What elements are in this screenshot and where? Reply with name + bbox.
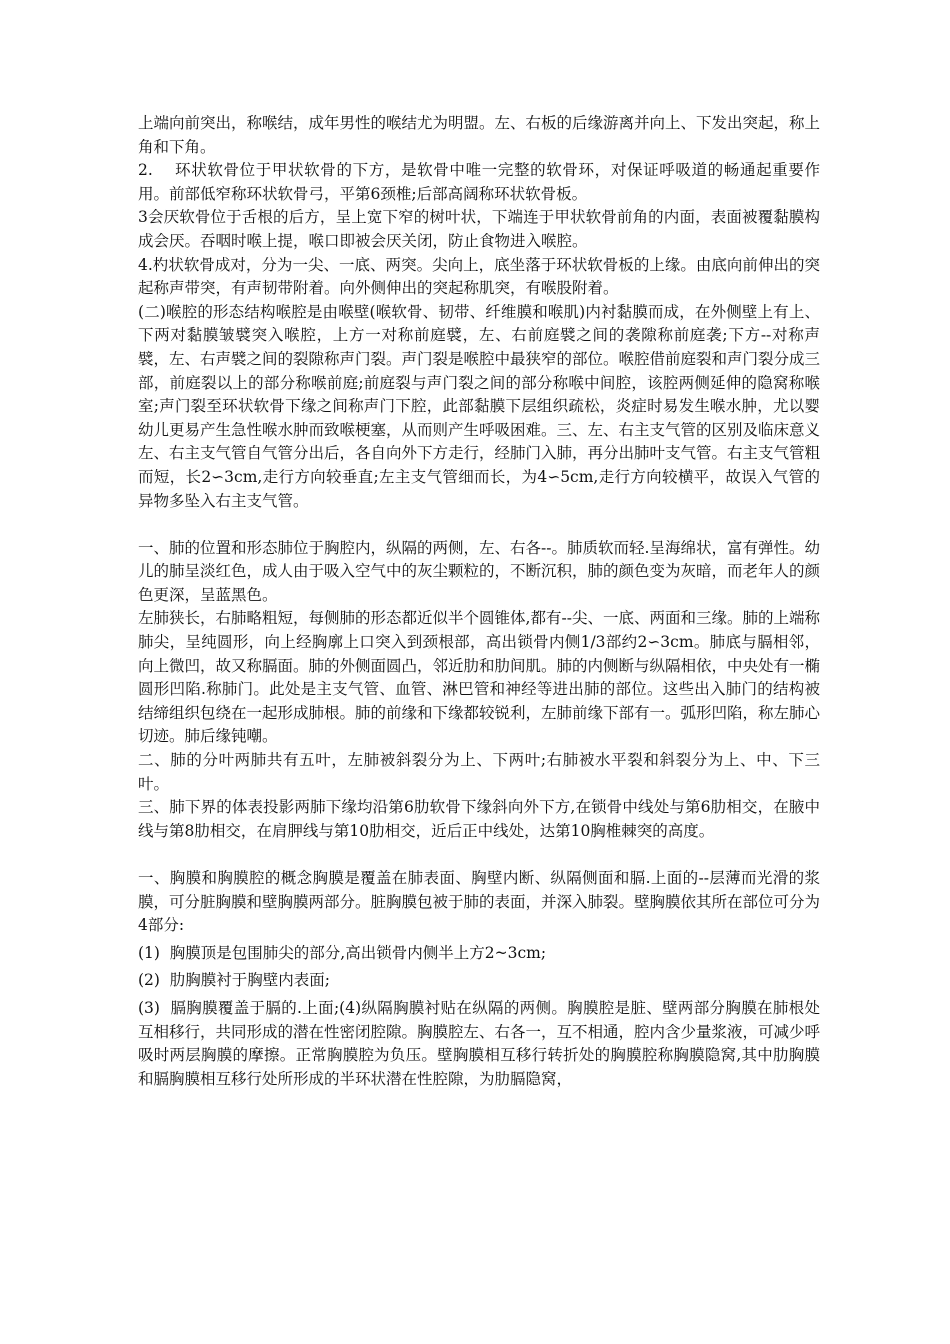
paragraph-lung-lobes: 二、肺的分叶两肺共有五叶，左肺被斜裂分为上、下两叶;右肺被水平裂和斜裂分为上、中、下三叶。 (138, 751, 820, 793)
paragraph-pleura-concept: 一、胸膜和胸膜腔的概念胸膜是覆盖在肺表面、胸壁内断、纵隔侧面和膈.上面的--层薄而光滑的浆膜，可分脏胸膜和壁胸膜两部分。脏胸膜包被于肺的表面，并深入肺裂。壁胸膜依其所在部位可分为4部分: (138, 869, 821, 935)
paragraph-thyroid-cartilage-end: 上端向前突出，称喉结，成年男性的喉结尤为明盟。左、右板的后缘游离并向上、下发出突起，称上角和下角。 (138, 114, 821, 156)
paragraph-arytenoid-cartilage: 4.杓状软骨成对，分为一尖、一底、两突。尖向上，底坐落于环状软骨板的上缘。由底向前伸出的突起称声带突，有声韧带附着。向外侧伸出的突起称肌突，有喉股附着。 (138, 255, 820, 298)
paragraph-lung-lower-border: 三、肺下界的体表投影两肺下缘均沿第6肋软骨下缘斜向外下方,在锁骨中线处与第6肋相交，在腋中线与第8肋相交，在肩胛线与第10肋相交，近后正中线处，达第10胸椎棘突的高度。 (138, 798, 820, 840)
document-page (138, 112, 820, 1095)
section-gap (138, 513, 820, 537)
paragraph-laryngeal-cavity: (二)喉腔的形态结构喉腔是由喉壁(喉软骨、韧带、纤维膜和喉肌)内衬黏膜而成，在外侧壁上有上、下两对黏膜皱襞突入喉腔，上方一对称前庭襞，左、右前庭襞之间的袭隙称前庭袭;下方--对称声襞，左、右声襞之间的裂隙称声门裂。声门裂是喉腔中最狭窄的部位。喉腔借前庭裂和声门裂分成三部，前庭裂以上的部分称喉前庭;前庭裂与声门裂之间的部分称喉中间腔，该腔两侧延伸的隐窝称喉室;声门裂至环状软骨下缘之间称声门下腔，此部黏膜下层组织疏松，炎症时易发生喉水肿，尤以婴幼儿更易产生急性喉水肿而致喉梗塞，从而则产生呼吸困难。三、左、右主支气管的区别及临床意义左、右主支气管自气管分出后，各自向外下方走行，经肺门入肺，再分出肺叶支气管。右主支气管粗而短，长2∽3cm,走行方向较垂直;左主支气管细而长，为4∽5cm,走行方向较横平，故误入气管的异物多坠入右主支气管。 (138, 302, 821, 510)
paragraph-cricoid-cartilage: 2. 环状软骨位于甲状软骨的下方，是软骨中唯一完整的软骨环，对保证呼吸道的畅通起重要作用。前部低窄称环状软骨弓，平第6颈椎;后部高阔称环状软骨板。 (138, 161, 820, 203)
section-gap (138, 843, 820, 867)
list-item-cupula: (1) 胸膜顶是包围肺尖的部分,高出锁骨内侧半上方2~3cm; (138, 943, 547, 962)
list-item-diaphragmatic-pleura: (3) 膈胸膜覆盖于膈的.上面;(4)纵隔胸膜衬贴在纵隔的两侧。胸膜腔是脏、壁两部分胸膜在肺根处互相移行，共同形成的潜在性密闭腔隙。胸膜腔左、右各一，互不相通，腔内含少量浆液，可减少呼吸时两层胸膜的摩擦。正常胸膜腔为负压。壁胸膜相互移行转折处的胸膜腔称胸膜隐窝,其中肋胸膜和膈胸膜相互移行处所形成的半环状潜在性腔隙，为肋膈隐窝， (138, 998, 821, 1088)
paragraph-lung-shape: 左肺狭长，右肺略粗短，每侧肺的形态都近似半个圆锥体,都有--尖、一底、两面和三缘。肺的上端称肺尖，呈纯圆形，向上经胸廓上口突入到颈根部，高出锁骨内侧1/3部约2∽3cm。肺底与膈相邻，向上微凹，故又称膈面。肺的外侧面圆凸，邻近肋和肋间肌。肺的内侧断与纵隔相依，中央处有一椭圆形凹陷.称肺门。此处是主支气管、血管、淋巴管和神经等进出肺的部位。这些出入肺门的结构被结缔组织包绕在一起形成肺根。肺的前缘和下缘都较锐利，左肺前缘下部有一。弧形凹陷，称左肺心切迹。肺后缘钝嘲。 (138, 609, 821, 746)
paragraph-epiglottic-cartilage: 3会厌软骨位于舌根的后方，呈上宽下窄的树叶状，下端连于甲状软骨前角的内面，表面被覆黏膜构成会厌。吞咽时喉上提，喉口即被会厌关闭，防止食物进入喉腔。 (138, 208, 820, 250)
list-item-costal-pleura: (2) 肋胸膜衬于胸壁内表面; (138, 971, 331, 990)
paragraph-lung-position: 一、肺的位置和形态肺位于胸腔内，纵隔的两侧，左、右各--。肺质软而轻.呈海绵状，富有弹性。幼儿的肺呈淡红色，成人由于吸入空气中的灰尘颗粒的，不断沉积，肺的颜色变为灰暗，而老年人的颜色更深，呈蓝黑色。 (138, 538, 821, 604)
